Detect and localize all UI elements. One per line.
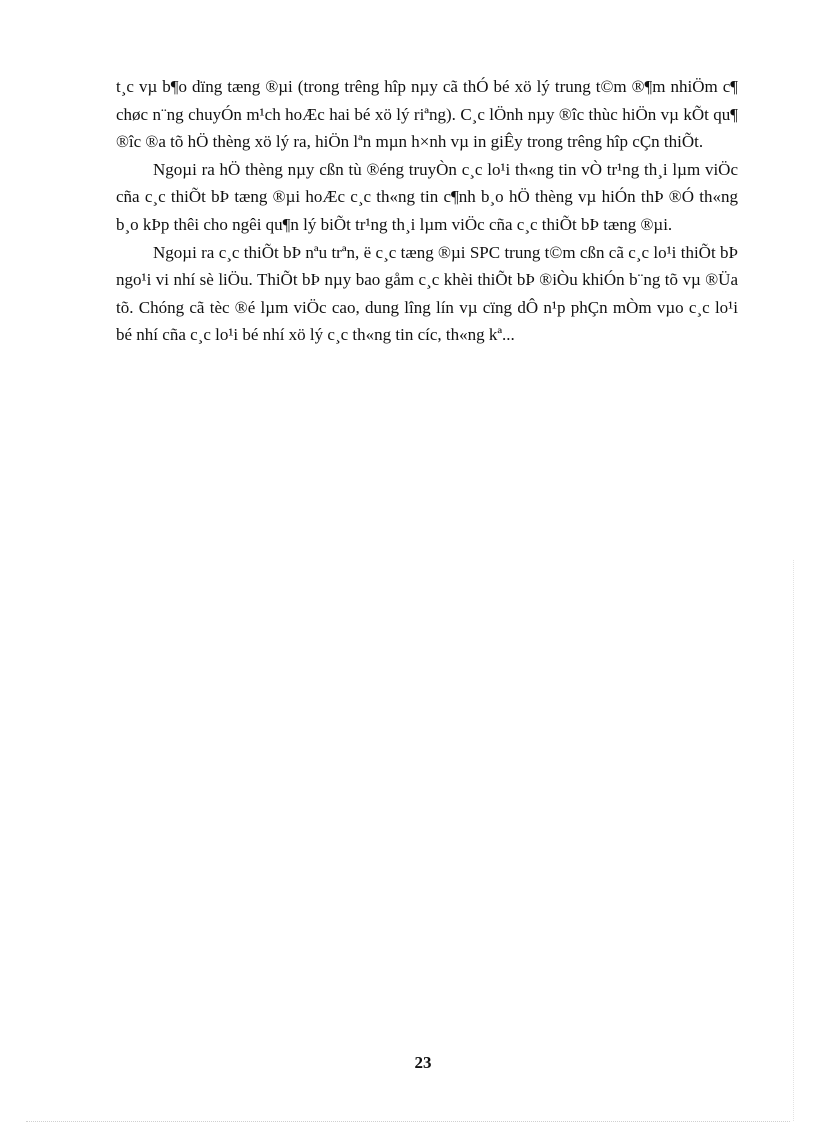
paragraph-peripheral-storage: Ngoµi ra c¸c thiÕt bÞ nªu trªn, ë c¸c tæng ®µi SPC trung t©m cßn cã c¸c lo¹i thiÕt bÞ ngo¹i vi nhí sè liÖu. ThiÕt bÞ nµy bao gåm c¸c khèi thiÕt bÞ ®iÒu khiÓn b¨ng tõ vµ ®Üa tõ. Chóng cã tèc ®é lµm viÖc cao, dung lîng lín vµ cïng dÔ n¹p phÇn mÒm vµo c¸c lo¹i bé nhí cña c¸c lo¹i bé nhí xö lý c¸c th«ng tin cíc, th«ng kª... [116,242,738,345]
page-edge-divider [793,560,794,1121]
paragraph-status-alarms: Ngoµi ra hÖ thèng nµy cßn tù ®éng truyÒn c¸c lo¹i th«ng tin vÒ tr¹ng th¸i lµm viÖc cña c¸c thiÕt bÞ tæng ®µi hoÆc c¸c th«ng tin c¶nh b¸o hÖ thèng vµ hiÓn thÞ ®Ó th«ng b¸o kÞp thêi cho ngêi qu¶n lý biÕt tr¹ng th¸i lµm viÖc cña c¸c thiÕt bÞ tæng ®µi. [116,159,738,234]
page-body [116,73,738,349]
page-number: 23 [414,1053,432,1072]
page-bottom-divider [26,1121,790,1122]
paragraph-operation-commands: t¸c vµ b¶o dïng tæng ®µi (trong trêng hîp nµy cã thÓ bé xö lý trung t©m ®¶m nhiÖm c¶ chøc n¨ng chuyÓn m¹ch hoÆc hai bé xö lý riªng). C¸c lÖnh nµy ®îc thùc hiÖn vµ kÕt qu¶ ®îc ®a tõ hÖ thèng xö lý ra, hiÖn lªn mµn h×nh vµ in giÊy trong trêng hîp cÇn thiÕt. [116,77,738,152]
